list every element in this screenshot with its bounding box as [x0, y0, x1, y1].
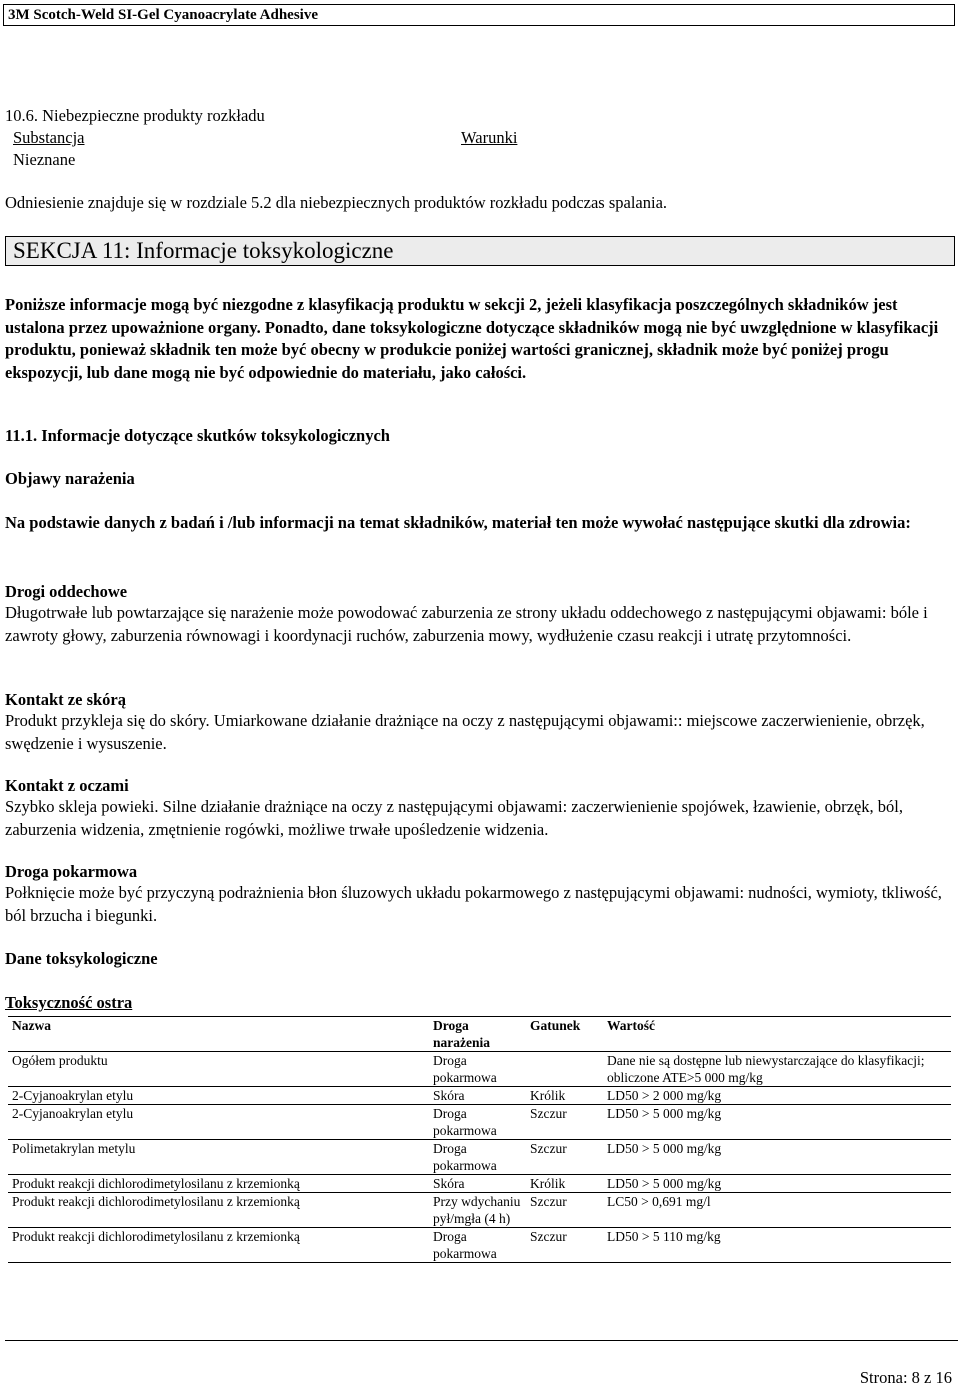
cell-name: 2-Cyjanoakrylan etylu [8, 1105, 429, 1140]
cell-value: LD50 > 2 000 mg/kg [603, 1087, 951, 1105]
eye-contact-text: Szybko skleja powieki. Silne działanie drażniące na oczy z następującymi objawami: zaczerwienienie spojówek, łzawienie, obrzęk, ból, zaburzenia widzenia, zmętnienie rogówki, możliwe trwałe upośledzenie widzenia. [5, 797, 903, 839]
cell-name: Polimetakrylan metylu [8, 1140, 429, 1175]
table-row [8, 1105, 951, 1140]
substance-value: Nieznane [13, 150, 76, 169]
substance-column-header: Substancja [13, 128, 85, 147]
cell-route: Droga pokarmowa [429, 1105, 526, 1140]
skin-contact-text: Produkt przykleja się do skóry. Umiarkowane działanie drażniące na oczy z następującymi objawami:: miejscowe zaczerwienienie, obrzęk, swędzenie i wysuszenie. [5, 711, 925, 753]
cell-route: Droga pokarmowa [429, 1140, 526, 1175]
tox-data-heading: Dane toksykologiczne [5, 949, 158, 968]
cell-value: LD50 > 5 000 mg/kg [603, 1140, 951, 1175]
cell-name: Ogółem produktu [8, 1052, 429, 1087]
header-name: Nazwa [8, 1017, 429, 1052]
cell-value: Dane nie są dostępne lub niewystarczające do klasyfikacji; obliczone ATE>5 000 mg/kg [603, 1052, 951, 1087]
header-species: Gatunek [526, 1017, 603, 1052]
footer-divider [5, 1340, 958, 1341]
symptoms-intro: Na podstawie danych z badań i /lub informacji na temat składników, materiał ten może wywołać następujące skutki dla zdrowia: [5, 513, 911, 532]
acute-toxicity-table [8, 1016, 951, 1263]
cell-species: Szczur [526, 1140, 603, 1175]
table-row [8, 1175, 951, 1193]
cell-value: LD50 > 5 000 mg/kg [603, 1175, 951, 1193]
ingestion-heading: Droga pokarmowa [5, 862, 138, 881]
header-value: Wartość [603, 1017, 951, 1052]
section-10-6-heading: 10.6. Niebezpieczne produkty rozkładu [5, 106, 265, 125]
cell-name: Produkt reakcji dichlorodimetylosilanu z krzemionką [8, 1193, 429, 1228]
header-route: Droga narażenia [429, 1017, 526, 1052]
cell-route: Droga pokarmowa [429, 1228, 526, 1263]
ingestion-text: Połknięcie może być przyczyną podrażnienia błon śluzowych układu pokarmowego z następującymi objawami: nudności, wymioty, tkliwość, ból brzucha i biegunki. [5, 883, 942, 925]
cell-route: Przy wdychaniu pył/mgła (4 h) [429, 1193, 526, 1228]
decomposition-note: Odniesienie znajduje się w rozdziale 5.2 dla niebezpiecznych produktów rozkładu podczas spalania. [5, 193, 668, 212]
cell-species: Szczur [526, 1228, 603, 1263]
cell-value: LD50 > 5 000 mg/kg [603, 1105, 951, 1140]
acute-toxicity-heading: Toksyczność ostra [5, 993, 133, 1012]
skin-contact-heading: Kontakt ze skórą [5, 690, 126, 709]
symptoms-heading: Objawy narażenia [5, 469, 135, 488]
cell-species [526, 1052, 603, 1087]
section-11-intro: Poniższe informacje mogą być niezgodne z klasyfikacją produktu w sekcji 2, jeżeli klasyfikacja poszczególnych składników jest ustalona przez upoważnione organy. Ponadto, dane toksykologiczne dotyczące składników mogą nie być uwzględnione w klasyfikacji produktu, ponieważ składnik ten może być obecny w produkcie poniżej wartości granicznej, składnik może być poniżej progu ekspozycji, lub dane mogą nie być odpowiednie do materiału, jako całości. [5, 295, 939, 382]
cell-route: Skóra [429, 1175, 526, 1193]
section-11-1-heading: 11.1. Informacje dotyczące skutków toksykologicznych [5, 426, 390, 445]
table-row [8, 1087, 951, 1105]
cell-species: Królik [526, 1087, 603, 1105]
cell-name: Produkt reakcji dichlorodimetylosilanu z krzemionką [8, 1175, 429, 1193]
inhalation-text: Długotrwałe lub powtarzające się narażenie może powodować zaburzenia ze strony układu oddechowego z następującymi objawami: bóle i zawroty głowy, zaburzenia równowagi i koordynacji ruchów, zaburzenia mowy, wydłużenie czasu reakcji i utratę przytomności. [5, 603, 928, 645]
cell-species: Królik [526, 1175, 603, 1193]
cell-value: LC50 > 0,691 mg/l [603, 1193, 951, 1228]
section-11-title: SEKCJA 11: Informacje toksykologiczne [5, 236, 955, 266]
cell-name: 2-Cyjanoakrylan etylu [8, 1087, 429, 1105]
page-number: Strona: 8 z 16 [859, 1368, 952, 1387]
cell-species: Szczur [526, 1105, 603, 1140]
conditions-column-header: Warunki [461, 128, 518, 147]
cell-name: Produkt reakcji dichlorodimetylosilanu z krzemionką [8, 1228, 429, 1263]
table-row [8, 1193, 951, 1228]
cell-route: Skóra [429, 1087, 526, 1105]
inhalation-heading: Drogi oddechowe [5, 582, 128, 601]
table-header-row [8, 1017, 951, 1052]
table-row [8, 1052, 951, 1087]
document-header: 3M Scotch-Weld SI-Gel Cyanoacrylate Adhesive [3, 4, 955, 26]
cell-value: LD50 > 5 110 mg/kg [603, 1228, 951, 1263]
cell-species: Szczur [526, 1193, 603, 1228]
table-row [8, 1228, 951, 1263]
eye-contact-heading: Kontakt z oczami [5, 776, 129, 795]
cell-route: Droga pokarmowa [429, 1052, 526, 1087]
table-row [8, 1140, 951, 1175]
